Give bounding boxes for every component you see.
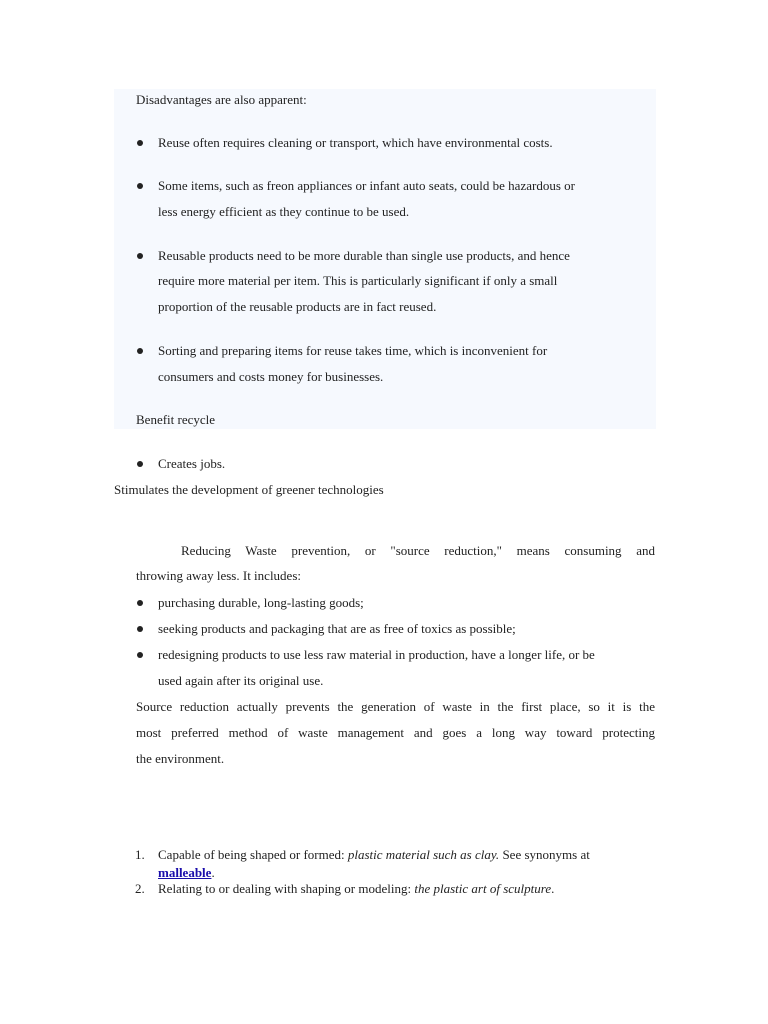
benefit-item: Creates jobs. [158,456,226,471]
source-reduction-line-3: the environment. [136,751,225,766]
definition-number: 1. [135,847,145,862]
bullet-icon [137,253,143,259]
reducing-intro-line-1: Reducing Waste prevention, or "source reduction," means consuming and [181,543,655,558]
definition-1-example: plastic material such as clay. [347,847,500,862]
disadvantage-item-1: Reuse often requires cleaning or transport, which have environmental costs. [158,135,553,150]
benefit-after-text: Stimulates the development of greener technologies [114,482,384,497]
definition-1-suffix: See synonyms at [499,847,590,862]
malleable-link[interactable]: malleable [158,865,212,880]
definition-2 [158,880,658,898]
source-reduction-line-1: Source reduction actually prevents the generation of waste in the first place, so it is the [136,699,655,714]
bullet-icon [137,140,143,146]
benefit-heading: Benefit recycle [136,412,216,427]
disadvantage-item-2-line-2: less energy efficient as they continue to be used. [158,204,410,219]
reducing-item-3-line-1: redesigning products to use less raw material in production, have a longer life, or be [158,647,595,662]
disadvantage-item-4-line-1: Sorting and preparing items for reuse takes time, which is inconvenient for [158,343,548,358]
definition-2-suffix: . [551,881,555,896]
disadvantage-item-3-line-3: proportion of the reusable products are in fact reused. [158,299,437,314]
definition-1-link-suffix: . [211,865,215,880]
disadvantages-heading: Disadvantages are also apparent: [136,92,307,107]
definition-1 [158,846,658,882]
disadvantage-item-3-line-2: require more material per item. This is particularly significant if only a small [158,273,558,288]
bullet-icon [137,183,143,189]
bullet-icon [137,600,143,606]
definition-number: 2. [135,881,145,896]
definition-1-text: Capable of being shaped or formed: [158,847,348,862]
bullet-icon [137,652,143,658]
source-reduction-line-2: most preferred method of waste management and goes a long way toward protecting [136,725,655,740]
disadvantage-item-4-line-2: consumers and costs money for businesses. [158,369,384,384]
definition-2-example: the plastic art of sculpture [414,881,552,896]
reducing-item-3-line-2: used again after its original use. [158,673,324,688]
bullet-icon [137,461,143,467]
definition-2-text: Relating to or dealing with shaping or modeling: [158,881,415,896]
reducing-item-1: purchasing durable, long-lasting goods; [158,595,364,610]
bullet-icon [137,348,143,354]
bullet-icon [137,626,143,632]
disadvantage-item-2-line-1: Some items, such as freon appliances or infant auto seats, could be hazardous or [158,178,575,193]
reducing-intro-line-2: throwing away less. It includes: [136,568,301,583]
disadvantage-item-3-line-1: Reusable products need to be more durable than single use products, and hence [158,248,570,263]
reducing-item-2: seeking products and packaging that are as free of toxics as possible; [158,621,516,636]
